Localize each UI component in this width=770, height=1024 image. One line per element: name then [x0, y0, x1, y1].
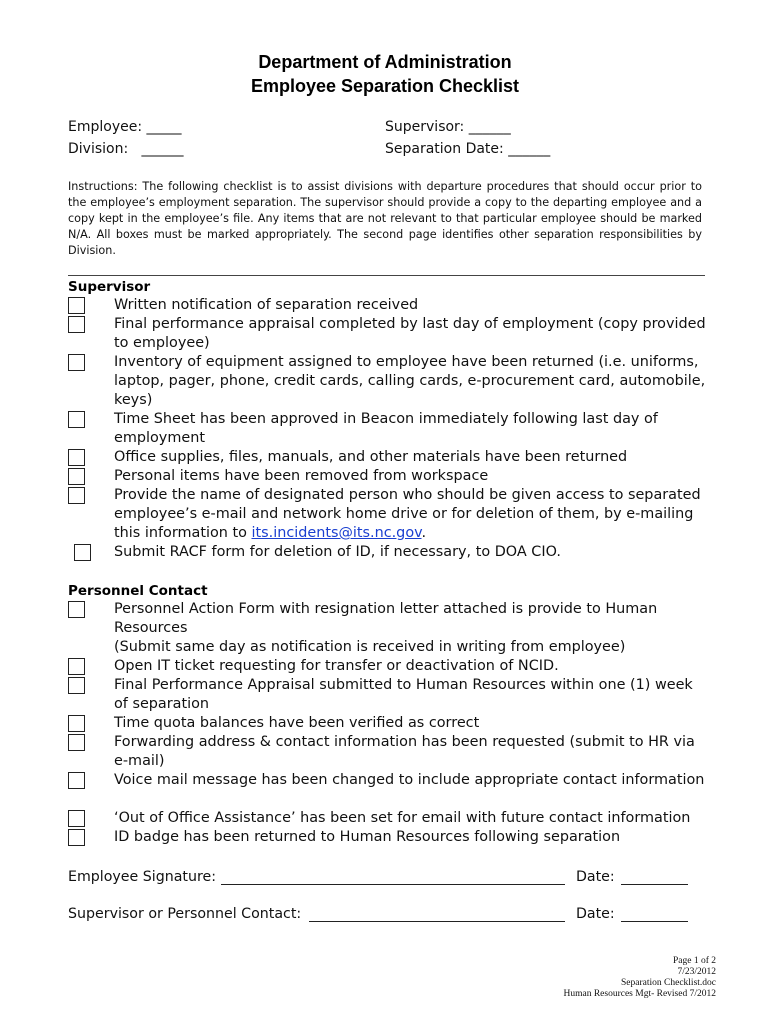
checkbox[interactable]: [68, 601, 85, 618]
checkbox[interactable]: [68, 297, 85, 314]
item-text: Submit RACF form for deletion of ID, if necessary, to DOA CIO.: [114, 544, 561, 560]
supervisor-section-heading: Supervisor: [68, 279, 151, 295]
checkbox[interactable]: [68, 772, 85, 789]
employee-date-label: Date:: [576, 869, 615, 885]
employee-date-line[interactable]: [621, 884, 688, 885]
checkbox[interactable]: [74, 544, 91, 561]
checkbox[interactable]: [68, 677, 85, 694]
employee-signature-line[interactable]: [221, 884, 565, 885]
footer-filename: Separation Checklist.doc: [621, 978, 716, 988]
instructions-text: Instructions: The following checklist is to assist divisions with departure procedures that should occur prior to the employee’s employment separation. The supervisor should provide a copy to the departing employee and a copy kept in the employee’s file. Any items that are not relevant to that particular employee should be marked N/A. All boxes must be marked appropriately. The second page identifies other separation responsibilities by Division.: [68, 180, 702, 257]
personnel-section-heading: Personnel Contact: [68, 583, 208, 599]
supervisor-signature-label: Supervisor or Personnel Contact:: [68, 906, 302, 922]
checkbox[interactable]: [68, 411, 85, 428]
checkbox[interactable]: [68, 658, 85, 675]
footer-revision: Human Resources Mgt- Revised 7/2012: [563, 989, 716, 999]
separation-date-field[interactable]: Separation Date: ______: [385, 141, 551, 157]
item-text-body: Provide the name of designated person who should be given access to separated employee’s e-mail and network home drive or for deletion of them, by e-mailing this information to: [114, 487, 701, 541]
section-divider: [68, 275, 705, 276]
footer-page-number: Page 1 of 2: [672, 956, 716, 966]
email-link[interactable]: its.incidents@its.nc.gov: [251, 525, 422, 541]
checkbox[interactable]: [68, 487, 85, 504]
checkbox[interactable]: [68, 449, 85, 466]
item-text: Final performance appraisal completed by last day of employment (copy provided to employee): [114, 316, 706, 351]
supervisor-date-label: Date:: [576, 906, 615, 922]
division-field[interactable]: Division: ______: [68, 141, 184, 157]
employee-field[interactable]: Employee: _____: [68, 119, 182, 135]
item-note-text: (Submit same day as notification is received in writing from employee): [114, 639, 626, 655]
employee-signature-label: Employee Signature:: [68, 869, 216, 885]
supervisor-signature-line[interactable]: [309, 921, 565, 922]
item-text: [114, 486, 706, 543]
email-suffix: .: [421, 525, 427, 541]
checkbox[interactable]: [68, 810, 85, 827]
checkbox[interactable]: [68, 734, 85, 751]
item-text: Personal items have been removed from workspace: [114, 468, 489, 484]
item-text: Time quota balances have been verified as correct: [114, 715, 480, 731]
item-text: Written notification of separation received: [114, 297, 419, 313]
item-text: Open IT ticket requesting for transfer or deactivation of NCID.: [114, 658, 559, 674]
item-text: Forwarding address & contact information has been requested (submit to HR via e-mail): [114, 734, 695, 769]
footer-date: 7/23/2012: [677, 967, 716, 977]
checkbox[interactable]: [68, 316, 85, 333]
item-text: Time Sheet has been approved in Beacon immediately following last day of employment: [114, 411, 658, 446]
supervisor-date-line[interactable]: [621, 921, 688, 922]
item-text: Office supplies, files, manuals, and other materials have been returned: [114, 449, 628, 465]
checkbox[interactable]: [68, 829, 85, 846]
checkbox[interactable]: [68, 468, 85, 485]
item-text: Final Performance Appraisal submitted to Human Resources within one (1) week of separation: [114, 677, 693, 712]
item-text: ‘Out of Office Assistance’ has been set for email with future contact information: [114, 810, 691, 826]
checkbox[interactable]: [68, 354, 85, 371]
item-text: ID badge has been returned to Human Resources following separation: [114, 829, 621, 845]
item-text: Voice mail message has been changed to include appropriate contact information: [114, 772, 705, 788]
item-text: Inventory of equipment assigned to employee have been returned (i.e. uniforms, laptop, pager, phone, credit cards, calling cards, e-procurement card, automobile, keys): [114, 354, 706, 408]
checkbox[interactable]: [68, 715, 85, 732]
document-title: Department of Administration: [258, 52, 512, 72]
document-subtitle: Employee Separation Checklist: [250, 76, 520, 96]
item-text: Personnel Action Form with resignation letter attached is provide to Human Resources: [114, 601, 658, 636]
supervisor-field[interactable]: Supervisor: ______: [385, 119, 511, 135]
